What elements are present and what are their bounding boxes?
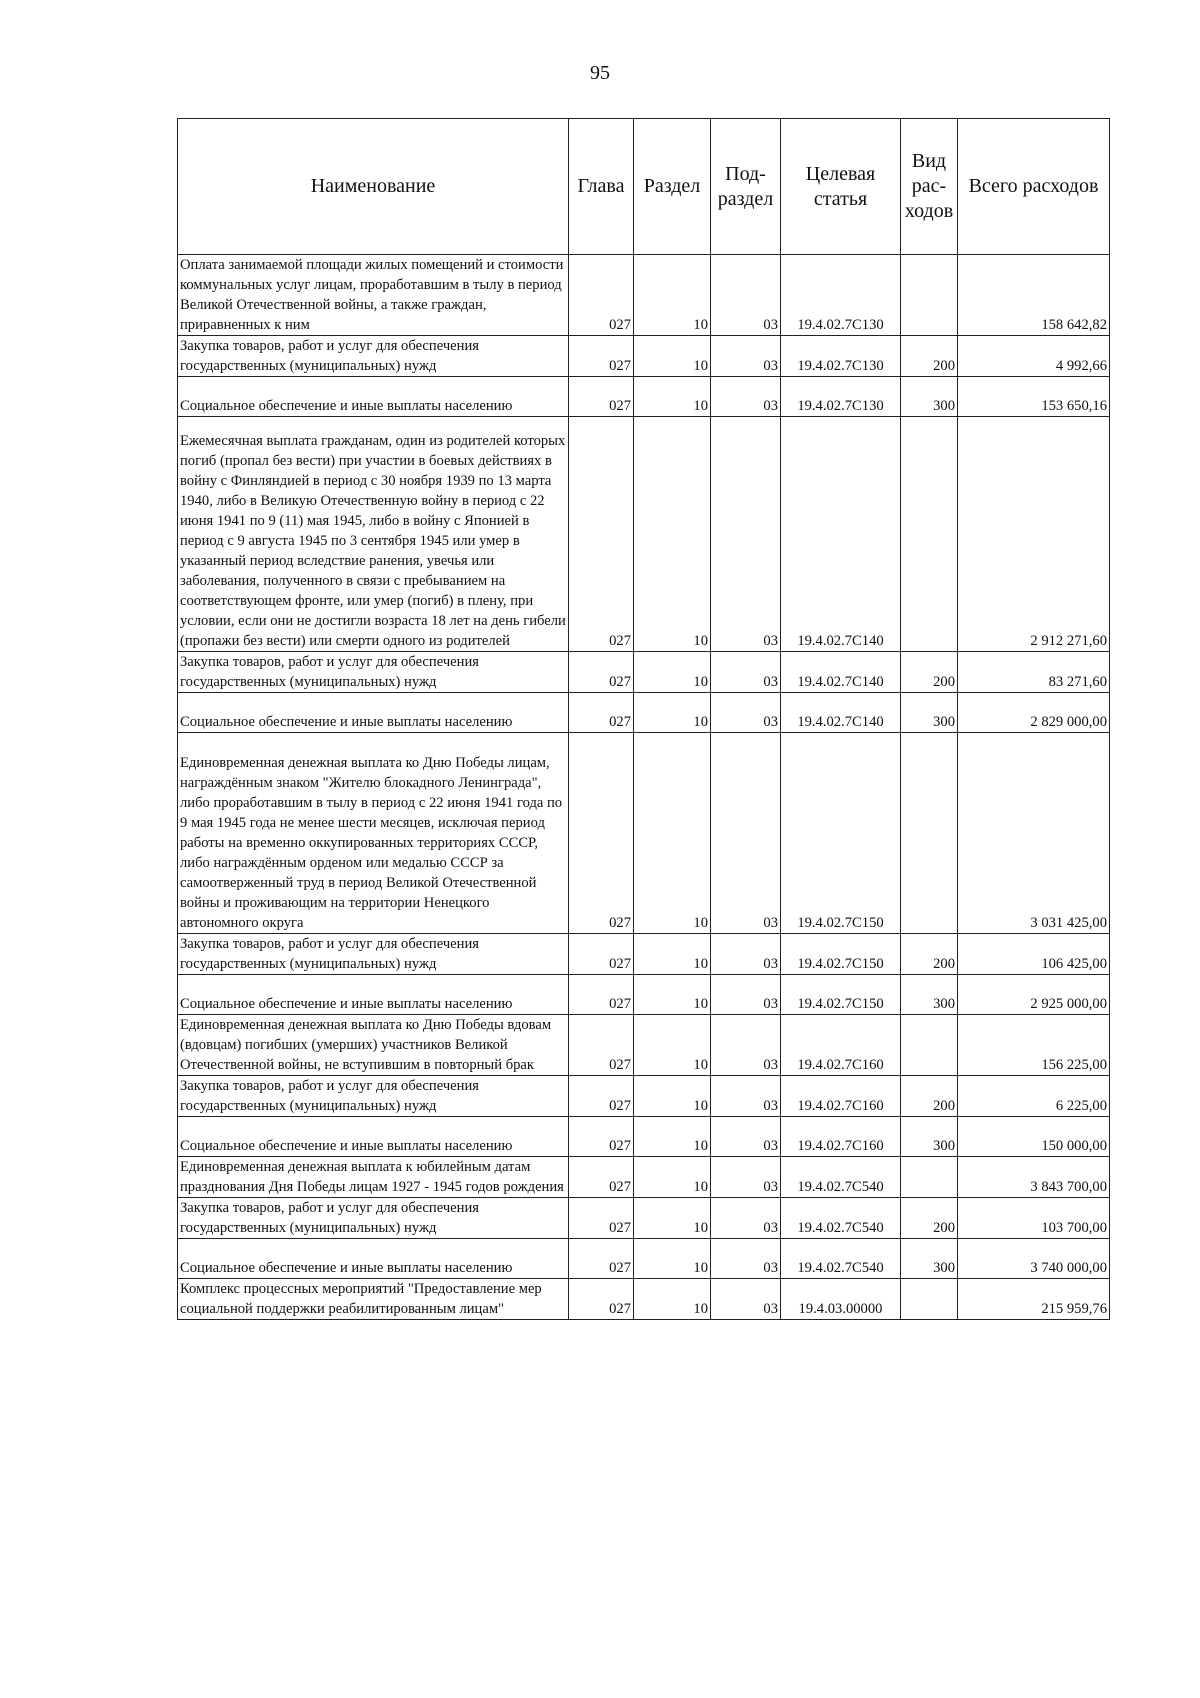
row-section: 10 — [634, 975, 711, 1015]
row-subsection: 03 — [711, 733, 781, 934]
row-section: 10 — [634, 377, 711, 417]
row-target: 19.4.02.7С160 — [781, 1076, 901, 1117]
table-row — [178, 1076, 1110, 1117]
row-name: Социальное обеспечение и иные выплаты населению — [178, 1117, 569, 1157]
row-name: Оплата занимаемой площади жилых помещений и стоимости коммунальных услуг лицам, проработавшим в тылу в период Великой Отечественной войны, а также граждан, приравненных к ним — [178, 255, 569, 336]
row-name: Ежемесячная выплата гражданам, один из родителей которых погиб (пропал без вести) при участии в боевых действиях в войну с Финляндией в период с 30 ноября 1939 по 13 марта 1940, либо в Великую Отечественную войну в период с 22 июня 1941 по 9 (11) мая 1945, либо в войну с Японией в период с 9 августа 1945 по 3 сентября 1945 или умер в указанный период вследствие ранения, увечья или заболевания, полученного в связи с пребыванием на соответствующем фронте, или умер (погиб) в плену, при условии, если они не достигли возраста 18 лет на день гибели (пропажи без вести) или смерти одного из родителей — [178, 417, 569, 652]
row-subsection: 03 — [711, 255, 781, 336]
row-total: 158 642,82 — [958, 255, 1110, 336]
row-subsection: 03 — [711, 1076, 781, 1117]
row-name: Социальное обеспечение и иные выплаты населению — [178, 975, 569, 1015]
row-subsection: 03 — [711, 1239, 781, 1279]
row-chapter: 027 — [569, 1117, 634, 1157]
header-name: Наименование — [178, 119, 569, 255]
row-name: Социальное обеспечение и иные выплаты населению — [178, 693, 569, 733]
row-subsection: 03 — [711, 1015, 781, 1076]
row-name: Закупка товаров, работ и услуг для обеспечения государственных (муниципальных) нужд — [178, 1076, 569, 1117]
row-chapter: 027 — [569, 1239, 634, 1279]
row-section: 10 — [634, 1239, 711, 1279]
row-total: 83 271,60 — [958, 652, 1110, 693]
row-name: Единовременная денежная выплата к юбилейным датам празднования Дня Победы лицам 1927 - 1945 годов рождения — [178, 1157, 569, 1198]
row-chapter: 027 — [569, 1198, 634, 1239]
row-total: 106 425,00 — [958, 934, 1110, 975]
row-chapter: 027 — [569, 1279, 634, 1320]
row-target: 19.4.02.7С140 — [781, 693, 901, 733]
row-target: 19.4.02.7С140 — [781, 417, 901, 652]
row-section: 10 — [634, 255, 711, 336]
row-chapter: 027 — [569, 377, 634, 417]
row-total: 3 843 700,00 — [958, 1157, 1110, 1198]
row-chapter: 027 — [569, 975, 634, 1015]
row-name: Социальное обеспечение и иные выплаты населению — [178, 377, 569, 417]
row-kind — [901, 733, 958, 934]
table-row — [178, 1239, 1110, 1279]
row-chapter: 027 — [569, 417, 634, 652]
row-target: 19.4.02.7С130 — [781, 336, 901, 377]
row-kind: 300 — [901, 693, 958, 733]
row-target: 19.4.03.00000 — [781, 1279, 901, 1320]
header-total: Всего расходов — [958, 119, 1110, 255]
table-row — [178, 255, 1110, 336]
row-kind — [901, 417, 958, 652]
table-row — [178, 733, 1110, 934]
row-section: 10 — [634, 1076, 711, 1117]
row-name: Закупка товаров, работ и услуг для обеспечения государственных (муниципальных) нужд — [178, 652, 569, 693]
row-total: 150 000,00 — [958, 1117, 1110, 1157]
row-subsection: 03 — [711, 1198, 781, 1239]
page-number: 95 — [590, 62, 610, 84]
table-row — [178, 1157, 1110, 1198]
row-name: Единовременная денежная выплата ко Дню Победы лицам, награждённым знаком "Жителю блокадного Ленинграда", либо проработавшим в тылу в период с 22 июня 1941 года по 9 мая 1945 года не менее шести месяцев, исключая период работы на временно оккупированных территориях СССР, либо награждённым орденом или медалью СССР за самоотверженный труд в период Великой Отечественной войны и проживающим на территории Ненецкого автономного округа — [178, 733, 569, 934]
row-section: 10 — [634, 1117, 711, 1157]
row-kind: 200 — [901, 1198, 958, 1239]
table-row — [178, 1279, 1110, 1320]
row-target: 19.4.02.7С130 — [781, 377, 901, 417]
row-target: 19.4.02.7С160 — [781, 1015, 901, 1076]
row-subsection: 03 — [711, 336, 781, 377]
row-subsection: 03 — [711, 652, 781, 693]
row-total: 153 650,16 — [958, 377, 1110, 417]
row-total: 4 992,66 — [958, 336, 1110, 377]
row-chapter: 027 — [569, 652, 634, 693]
row-chapter: 027 — [569, 255, 634, 336]
row-total: 3 031 425,00 — [958, 733, 1110, 934]
row-subsection: 03 — [711, 1117, 781, 1157]
table-row — [178, 1015, 1110, 1076]
table-row — [178, 1117, 1110, 1157]
row-total: 6 225,00 — [958, 1076, 1110, 1117]
row-section: 10 — [634, 652, 711, 693]
row-chapter: 027 — [569, 1076, 634, 1117]
row-total: 2 912 271,60 — [958, 417, 1110, 652]
row-target: 19.4.02.7С150 — [781, 733, 901, 934]
row-subsection: 03 — [711, 417, 781, 652]
budget-table — [177, 118, 1110, 1320]
row-total: 156 225,00 — [958, 1015, 1110, 1076]
table-row — [178, 417, 1110, 652]
table-row — [178, 652, 1110, 693]
row-kind: 300 — [901, 975, 958, 1015]
row-name: Социальное обеспечение и иные выплаты населению — [178, 1239, 569, 1279]
row-total: 103 700,00 — [958, 1198, 1110, 1239]
row-subsection: 03 — [711, 377, 781, 417]
row-total: 2 925 000,00 — [958, 975, 1110, 1015]
row-name: Закупка товаров, работ и услуг для обеспечения государственных (муниципальных) нужд — [178, 934, 569, 975]
table-row — [178, 377, 1110, 417]
table-row — [178, 1198, 1110, 1239]
header-section: Раздел — [634, 119, 711, 255]
row-name: Комплекс процессных мероприятий "Предоставление мер социальной поддержки реабилитированным лицам" — [178, 1279, 569, 1320]
row-section: 10 — [634, 934, 711, 975]
row-subsection: 03 — [711, 975, 781, 1015]
row-kind — [901, 1157, 958, 1198]
row-section: 10 — [634, 1015, 711, 1076]
table-row — [178, 336, 1110, 377]
row-subsection: 03 — [711, 1157, 781, 1198]
row-target: 19.4.02.7С540 — [781, 1239, 901, 1279]
table-row — [178, 975, 1110, 1015]
row-target: 19.4.02.7С140 — [781, 652, 901, 693]
row-section: 10 — [634, 1157, 711, 1198]
row-kind: 300 — [901, 377, 958, 417]
header-subsection: Под-раздел — [711, 119, 781, 255]
row-kind: 300 — [901, 1239, 958, 1279]
row-kind: 200 — [901, 336, 958, 377]
row-section: 10 — [634, 693, 711, 733]
row-kind — [901, 1015, 958, 1076]
header-target: Целевая статья — [781, 119, 901, 255]
row-kind: 200 — [901, 934, 958, 975]
header-chapter: Глава — [569, 119, 634, 255]
row-target: 19.4.02.7С150 — [781, 934, 901, 975]
row-kind — [901, 1279, 958, 1320]
row-target: 19.4.02.7С540 — [781, 1198, 901, 1239]
row-name: Закупка товаров, работ и услуг для обеспечения государственных (муниципальных) нужд — [178, 336, 569, 377]
row-section: 10 — [634, 417, 711, 652]
row-subsection: 03 — [711, 693, 781, 733]
table-row — [178, 934, 1110, 975]
row-total: 2 829 000,00 — [958, 693, 1110, 733]
row-name: Закупка товаров, работ и услуг для обеспечения государственных (муниципальных) нужд — [178, 1198, 569, 1239]
header-kind: Вид рас-ходов — [901, 119, 958, 255]
row-kind: 300 — [901, 1117, 958, 1157]
row-section: 10 — [634, 1279, 711, 1320]
row-target: 19.4.02.7С150 — [781, 975, 901, 1015]
row-kind: 200 — [901, 652, 958, 693]
row-chapter: 027 — [569, 693, 634, 733]
row-chapter: 027 — [569, 1157, 634, 1198]
row-chapter: 027 — [569, 733, 634, 934]
header-row — [178, 119, 1110, 255]
row-section: 10 — [634, 1198, 711, 1239]
row-kind — [901, 255, 958, 336]
row-section: 10 — [634, 733, 711, 934]
row-total: 215 959,76 — [958, 1279, 1110, 1320]
row-target: 19.4.02.7С130 — [781, 255, 901, 336]
row-chapter: 027 — [569, 1015, 634, 1076]
row-subsection: 03 — [711, 1279, 781, 1320]
row-total: 3 740 000,00 — [958, 1239, 1110, 1279]
row-target: 19.4.02.7С540 — [781, 1157, 901, 1198]
row-target: 19.4.02.7С160 — [781, 1117, 901, 1157]
row-chapter: 027 — [569, 336, 634, 377]
row-section: 10 — [634, 336, 711, 377]
row-subsection: 03 — [711, 934, 781, 975]
row-chapter: 027 — [569, 934, 634, 975]
row-kind: 200 — [901, 1076, 958, 1117]
row-name: Единовременная денежная выплата ко Дню Победы вдовам (вдовцам) погибших (умерших) участников Великой Отечественной войны, не вступившим в повторный брак — [178, 1015, 569, 1076]
table-row — [178, 693, 1110, 733]
